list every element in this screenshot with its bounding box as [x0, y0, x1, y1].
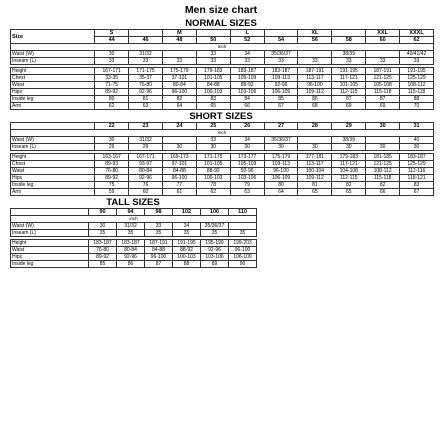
tall-sizes-section: [10, 197, 432, 268]
table-cell: 76-80: [89, 247, 117, 254]
table-cell: 40: [400, 137, 434, 144]
table-cell: 115-118: [400, 89, 434, 96]
table-cell: 112-115: [332, 89, 366, 96]
table-cell: 35: [229, 230, 257, 237]
table-cell: 108-112: [400, 82, 434, 89]
table-cell: 104-108: [332, 168, 366, 175]
table-cell: 88-92: [173, 247, 201, 254]
table-row: [11, 182, 434, 189]
table-cell: 103-106: [201, 254, 229, 261]
table-cell: 187-191: [145, 240, 173, 247]
table-cell: 33: [400, 58, 434, 65]
table-cell: 59: [95, 189, 129, 196]
table-cell: 83: [196, 96, 230, 103]
size-corner-label: [11, 209, 89, 216]
table-cell: 40/41/42: [400, 51, 434, 58]
table-cell: 191-195: [332, 68, 366, 75]
table-cell: 100-103: [196, 89, 230, 96]
size-letter-cell: [264, 30, 298, 37]
table-cell: 113-117: [298, 161, 332, 168]
table-cell: 75: [95, 182, 129, 189]
table-cell: [366, 137, 400, 144]
table-cell: 35/36/37: [201, 223, 229, 230]
table-row: [11, 247, 257, 254]
table-cell: 76-80: [95, 168, 129, 175]
table-cell: 62: [196, 189, 230, 196]
table-cell: 93-97: [129, 161, 163, 168]
table-cell: 115-118: [366, 89, 400, 96]
table-cell: 84-88: [145, 247, 173, 254]
size-number-cell: 102: [173, 209, 201, 216]
table-row: [11, 58, 434, 65]
table-cell: 173-177: [230, 154, 264, 161]
table-cell: 33: [196, 137, 230, 144]
table-cell: 195-199: [201, 240, 229, 247]
table-cell: 81: [129, 96, 163, 103]
table-cell: 183-187: [117, 240, 145, 247]
table-cell: 163-167: [95, 154, 129, 161]
table-row: [11, 161, 434, 168]
table-cell: 96-100: [229, 247, 257, 254]
table-cell: [162, 137, 196, 144]
table-cell: 187-191: [298, 68, 332, 75]
table-cell: 30: [95, 51, 129, 58]
table-cell: 35: [117, 230, 145, 237]
table-cell: 35: [201, 230, 229, 237]
size-corner-label: [11, 123, 95, 130]
page-title: Men size chart: [184, 4, 258, 16]
table-cell: 87: [332, 96, 366, 103]
table-cell: 80: [264, 182, 298, 189]
table-cell: 191-195: [400, 68, 434, 75]
size-number-cell: 23: [129, 123, 163, 130]
row-label: Chest: [11, 75, 95, 82]
table-cell: 191-195: [173, 240, 201, 247]
size-corner-label: Size: [11, 30, 95, 44]
table-cell: 121-125: [366, 161, 400, 168]
table-cell: 30: [264, 144, 298, 151]
size-number-cell: 26: [230, 123, 264, 130]
table-cell: 125-129: [400, 75, 434, 82]
table-cell: 103-106: [230, 175, 264, 182]
unit-label: inch: [11, 130, 434, 137]
size-number-cell: 22: [95, 123, 129, 130]
row-label: Height: [11, 68, 95, 75]
table-cell: 118-121: [400, 175, 434, 182]
table-cell: 106-109: [264, 175, 298, 182]
size-number-cell: 56: [298, 37, 332, 44]
short-sizes-section: [10, 111, 432, 196]
table-cell: 30: [196, 144, 230, 151]
table-cell: 64: [264, 189, 298, 196]
table-cell: 183-187: [264, 68, 298, 75]
section-heading: SHORT SIZES: [189, 111, 253, 122]
table-cell: [298, 137, 332, 144]
table-cell: 37-101: [162, 75, 196, 82]
table-cell: 83: [400, 182, 434, 189]
table-cell: 179-183: [332, 154, 366, 161]
table-cell: 38/39: [332, 51, 366, 58]
table-cell: 96-100: [162, 175, 196, 182]
section-heading: NORMAL SIZES: [185, 18, 257, 29]
table-cell: 92-96: [117, 254, 145, 261]
table-cell: 82: [162, 96, 196, 103]
table-cell: 62: [95, 103, 129, 110]
table-cell: 35/36/37: [264, 51, 298, 58]
size-letter-cell: XL: [298, 30, 332, 37]
size-number-cell: 30: [366, 123, 400, 130]
row-label: Chest: [11, 161, 95, 168]
table-cell: 109-113: [264, 161, 298, 168]
table-cell: 67: [264, 103, 298, 110]
table-cell: 84-88: [162, 168, 196, 175]
table-cell: 121-125: [366, 75, 400, 82]
table-cell: 97-101: [162, 161, 196, 168]
table-cell: 77: [162, 182, 196, 189]
table-cell: 34: [230, 137, 264, 144]
size-number-cell: 24: [162, 123, 196, 130]
short-sizes-table: [10, 122, 434, 196]
unit-label: inch: [11, 216, 257, 223]
table-cell: 105-108: [366, 82, 400, 89]
table-cell: 38/39: [332, 137, 366, 144]
size-letter-cell: [129, 30, 163, 37]
table-cell: 30: [400, 144, 434, 151]
table-cell: 179-183: [196, 68, 230, 75]
table-cell: 34: [173, 223, 201, 230]
section-heading: TALL SIZES: [106, 197, 160, 208]
table-cell: 33: [230, 58, 264, 65]
table-row: [11, 254, 257, 261]
table-cell: 80-84: [162, 82, 196, 89]
table-cell: 31/32: [129, 51, 163, 58]
table-cell: 76-80: [129, 82, 163, 89]
table-cell: 68: [298, 103, 332, 110]
table-cell: 63: [129, 103, 163, 110]
table-row: [11, 89, 434, 96]
unit-row: [11, 130, 434, 137]
table-cell: 78: [196, 182, 230, 189]
table-cell: [366, 51, 400, 58]
size-number-cell: 60: [366, 37, 400, 44]
table-cell: 88-92: [196, 168, 230, 175]
table-cell: 96-100: [162, 89, 196, 96]
table-cell: 103-106: [230, 89, 264, 96]
table-row: [11, 261, 257, 268]
table-cell: 31/32: [117, 223, 145, 230]
row-label: Hips: [11, 175, 95, 182]
table-cell: 31/32: [129, 137, 163, 144]
table-cell: 80: [95, 96, 129, 103]
table-cell: 183-187: [230, 68, 264, 75]
row-label: Waist: [11, 247, 89, 254]
table-cell: 33: [366, 58, 400, 65]
table-cell: 115-118: [366, 175, 400, 182]
table-cell: 29: [129, 144, 163, 151]
size-number-cell: 25: [196, 123, 230, 130]
size-number-cell: 44: [95, 37, 129, 44]
table-cell: 183-187: [400, 154, 434, 161]
table-cell: 79: [230, 182, 264, 189]
normal-sizes-section: [10, 18, 432, 110]
size-number-cell: 46: [129, 37, 163, 44]
table-cell: 117-121: [332, 161, 366, 168]
table-cell: 33: [129, 58, 163, 65]
row-label: Arm: [11, 103, 95, 110]
table-cell: 187-191: [366, 68, 400, 75]
table-cell: 167-171: [95, 68, 129, 75]
table-cell: [162, 51, 196, 58]
unit-label: inch: [11, 44, 434, 51]
table-cell: 105-109: [230, 75, 264, 82]
table-cell: 65: [196, 103, 230, 110]
row-label: Arm: [11, 189, 95, 196]
table-row: [11, 68, 434, 75]
row-label: Height: [11, 154, 95, 161]
table-cell: 34: [230, 51, 264, 58]
row-label: Inside leg: [11, 261, 89, 268]
table-cell: 60: [129, 189, 163, 196]
table-cell: 33: [298, 58, 332, 65]
size-number-row: [11, 209, 257, 216]
table-row: [11, 51, 434, 58]
table-cell: 30: [162, 144, 196, 151]
table-cell: 101-105: [196, 161, 230, 168]
table-cell: 117-121: [332, 75, 366, 82]
table-cell: 66: [230, 103, 264, 110]
table-cell: 96-100: [264, 168, 298, 175]
row-label: Inside leg: [11, 96, 95, 103]
table-row: [11, 175, 434, 182]
table-cell: 92-96: [129, 175, 163, 182]
table-cell: 109-112: [298, 89, 332, 96]
table-cell: 67: [400, 189, 434, 196]
row-label: Waist (W): [11, 223, 89, 230]
size-number-cell: 28: [298, 123, 332, 130]
row-label: Inseam (L): [11, 230, 89, 237]
size-number-cell: 29: [332, 123, 366, 130]
row-label: Waist (W): [11, 137, 95, 144]
table-cell: 69: [332, 103, 366, 110]
table-cell: 181-185: [366, 154, 400, 161]
row-label: Inseam (L): [11, 144, 95, 151]
table-cell: 101-105: [196, 75, 230, 82]
size-number-cell: 52: [230, 37, 264, 44]
table-row: [11, 189, 434, 196]
table-cell: 80-84: [117, 247, 145, 254]
unit-row: [11, 216, 257, 223]
table-cell: 175-179: [162, 68, 196, 75]
size-letter-cell: XXL: [366, 30, 400, 37]
size-number-cell: 110: [229, 209, 257, 216]
table-row: [11, 154, 434, 161]
size-number-cell: 62: [400, 37, 434, 44]
table-cell: 89: [201, 261, 229, 268]
table-cell: 106-109: [229, 254, 257, 261]
table-cell: 108-112: [366, 168, 400, 175]
row-label: Inseam (L): [11, 58, 95, 65]
row-label: Waist: [11, 168, 95, 175]
table-cell: 30: [332, 144, 366, 151]
table-cell: 84: [230, 96, 264, 103]
table-cell: 113-117: [298, 75, 332, 82]
row-label: Waist (W): [11, 51, 95, 58]
size-number-cell: 54: [264, 37, 298, 44]
table-cell: 96-100: [145, 254, 173, 261]
table-row: [11, 240, 257, 247]
table-cell: 30: [298, 144, 332, 151]
table-cell: 35/36/37: [264, 137, 298, 144]
table-cell: 80-84: [129, 168, 163, 175]
table-row: [11, 103, 434, 110]
table-cell: 84-88: [196, 82, 230, 89]
table-cell: 89-92: [89, 254, 117, 261]
table-cell: 30: [230, 144, 264, 151]
tall-sizes-table: [10, 208, 257, 268]
table-cell: 64: [162, 103, 196, 110]
row-label: Waist: [11, 82, 95, 89]
table-cell: 106-109: [264, 89, 298, 96]
size-letter-cell: XXXL: [400, 30, 434, 37]
normal-sizes-table: [10, 29, 434, 110]
table-cell: 92-96: [230, 168, 264, 175]
table-cell: 100-103: [196, 175, 230, 182]
table-cell: 88: [173, 261, 201, 268]
table-cell: [229, 223, 257, 230]
table-cell: 199-203: [229, 240, 257, 247]
table-cell: 33: [162, 58, 196, 65]
table-cell: 65: [332, 189, 366, 196]
table-row: [11, 144, 434, 151]
size-number-cell: 58: [332, 37, 366, 44]
size-number-cell: 48: [162, 37, 196, 44]
table-row: [11, 82, 434, 89]
table-cell: 33-35: [95, 75, 129, 82]
table-cell: 89-92: [95, 89, 129, 96]
table-cell: 86: [298, 96, 332, 103]
table-cell: 171-175: [196, 154, 230, 161]
table-cell: 76: [129, 182, 163, 189]
table-cell: 171-175: [129, 68, 163, 75]
table-cell: 92-96: [129, 89, 163, 96]
table-cell: 33: [145, 223, 173, 230]
table-cell: 70: [400, 103, 434, 110]
table-cell: 88: [400, 96, 434, 103]
table-cell: 35: [89, 230, 117, 237]
table-cell: 109-113: [264, 75, 298, 82]
row-label: Hips: [11, 254, 89, 261]
size-number-cell: 98: [145, 209, 173, 216]
table-cell: 92-96: [201, 247, 229, 254]
table-cell: 125-129: [400, 161, 434, 168]
size-number-cell: 106: [201, 209, 229, 216]
table-cell: 86: [117, 261, 145, 268]
table-cell: 177-181: [298, 154, 332, 161]
table-cell: 30: [89, 223, 117, 230]
table-cell: 69: [366, 103, 400, 110]
size-letter-cell: L: [230, 30, 264, 37]
table-cell: 112-116: [400, 168, 434, 175]
table-cell: 81: [298, 182, 332, 189]
table-cell: 85: [89, 261, 117, 268]
table-cell: [298, 51, 332, 58]
table-cell: 66: [366, 189, 400, 196]
size-letter-cell: [332, 30, 366, 37]
table-cell: 33: [332, 58, 366, 65]
table-cell: 33: [95, 58, 129, 65]
table-cell: 63: [230, 189, 264, 196]
table-cell: 85: [264, 96, 298, 103]
table-cell: 29: [95, 144, 129, 151]
table-cell: 71-75: [95, 82, 129, 89]
table-cell: 96-100: [298, 82, 332, 89]
table-cell: 35-37: [129, 75, 163, 82]
table-cell: 33: [196, 51, 230, 58]
table-cell: 175-179: [264, 154, 298, 161]
table-cell: 169-173: [162, 154, 196, 161]
size-number-cell: 27: [264, 123, 298, 130]
table-cell: 112-115: [332, 175, 366, 182]
table-cell: 30: [366, 144, 400, 151]
size-number-row: [11, 123, 434, 130]
table-row: [11, 137, 434, 144]
table-cell: 33: [264, 58, 298, 65]
table-row: [11, 223, 257, 230]
table-cell: 82: [332, 182, 366, 189]
table-cell: 90: [229, 261, 257, 268]
table-cell: 82: [366, 182, 400, 189]
size-letter-cell: S: [95, 30, 129, 37]
table-row: [11, 230, 257, 237]
row-label: Inside leg: [11, 182, 95, 189]
size-number-cell: 90: [89, 209, 117, 216]
table-cell: 89-92: [95, 175, 129, 182]
table-row: [11, 75, 434, 82]
table-cell: 87: [145, 261, 173, 268]
table-cell: 33: [196, 58, 230, 65]
table-cell: 35: [173, 230, 201, 237]
row-label: Height: [11, 240, 89, 247]
size-letter-cell: M: [162, 30, 196, 37]
size-number-cell: 31: [400, 123, 434, 130]
size-number-cell: 94: [117, 209, 145, 216]
table-cell: 92-96: [264, 82, 298, 89]
table-cell: 100-104: [298, 168, 332, 175]
table-cell: 87: [366, 96, 400, 103]
table-cell: 183-187: [89, 240, 117, 247]
size-letter-cell: [196, 30, 230, 37]
unit-row: [11, 44, 434, 51]
table-cell: 89-93: [95, 161, 129, 168]
table-cell: 109-112: [298, 175, 332, 182]
table-cell: 88-92: [230, 82, 264, 89]
table-cell: 30: [95, 137, 129, 144]
table-row: [11, 96, 434, 103]
table-cell: 105-109: [230, 161, 264, 168]
size-letter-row: [11, 30, 434, 37]
table-cell: 35: [145, 230, 173, 237]
table-cell: 167-171: [129, 154, 163, 161]
table-cell: 100-103: [173, 254, 201, 261]
row-label: Hips: [11, 89, 95, 96]
table-cell: 65: [298, 189, 332, 196]
table-cell: 101-105: [332, 82, 366, 89]
size-number-cell: 50: [196, 37, 230, 44]
table-cell: 61: [162, 189, 196, 196]
table-row: [11, 168, 434, 175]
